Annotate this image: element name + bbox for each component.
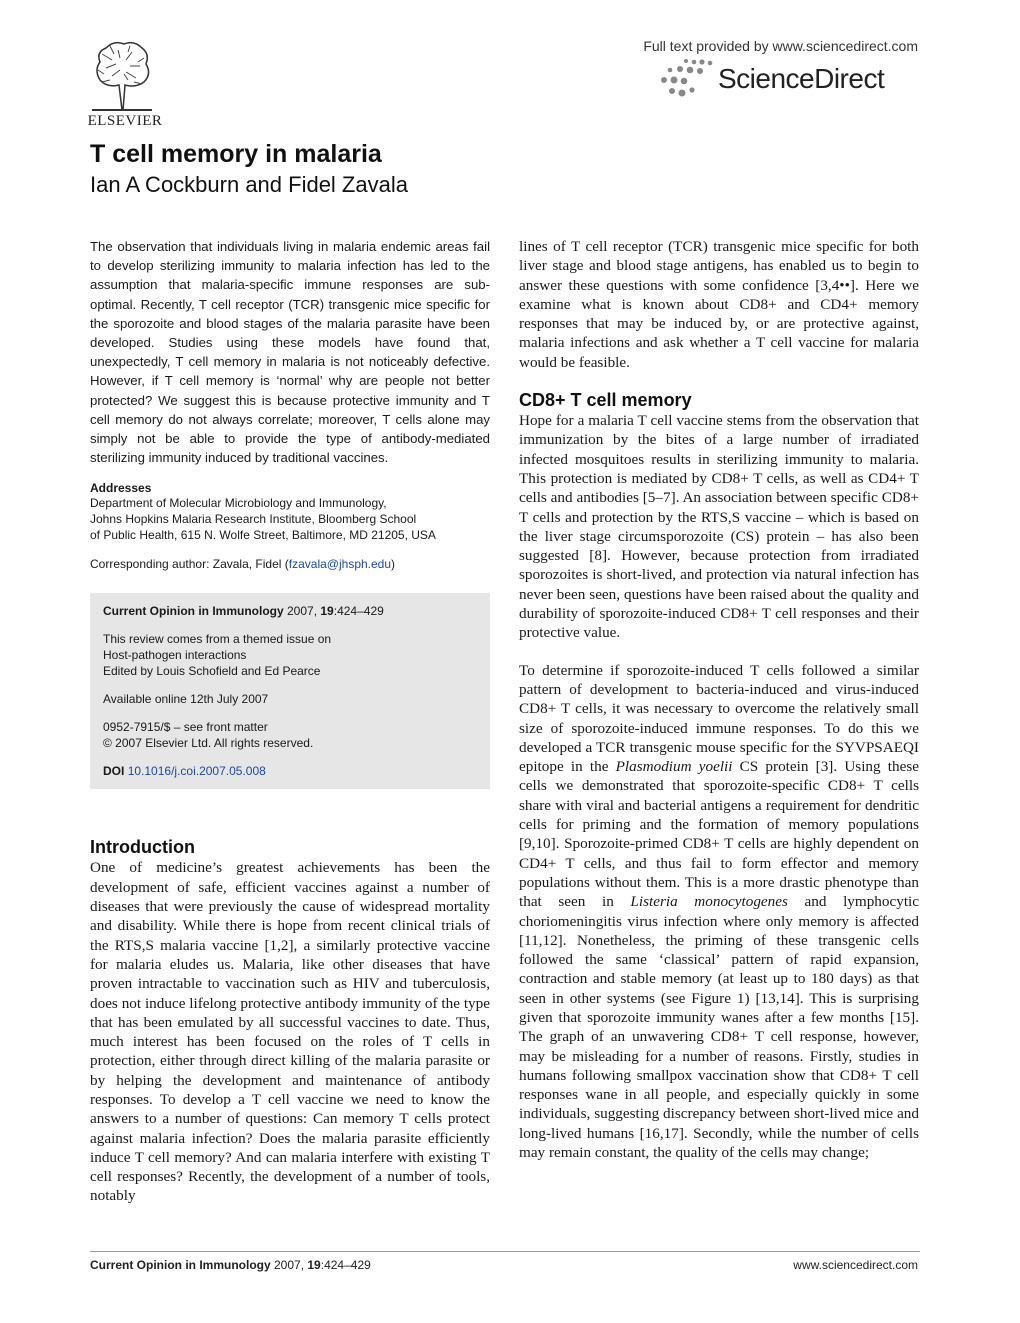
elsevier-tree-icon (92, 40, 152, 112)
introduction-continued: lines of T cell receptor (TCR) transgenic mice specific for both liver stage and blood stage antigens, has enabled us to begin to answer these questions with some confidence [3,4••]. Here we examine what is known about CD8+ and CD4+ memory responses that may be induced by, or are protective against, malaria infections and ask whether a T cell vaccine for malaria would be feasible. (519, 238, 919, 371)
cd8-paragraph-2: To determine if sporozoite-induced T cells followed a similar pattern of development to bacteria-induced and virus-induced CD8+ T cells, it was necessary to overcome the relatively small size of sporozoite-induced immune responses. To do this we developed a TCR transgenic mouse specific for the SYVPSAEQI epitope in the Plasmodium yoelii CS protein [3]. Using these cells we demonstrated that sporozoite-specific CD8+ T cells share with viral and bacterial antigens a requirement for dendritic cells for priming and the formation of memory populations [9,10]. Sporozoite-primed CD8+ T cells are highly dependent on CD4+ T cells, and thus fail to form effector and memory populations without them. This is a more drastic phenotype than that seen in Listeria monocytogenes and lymphocytic choriomeningitis virus infection where only memory is affected [11,12]. Nonetheless, the priming of these transgenic cells followed the same ‘classical’ pattern of rapid expansion, contraction and stable memory (at least up to 180 days) as that seen in other systems (see Figure 1) [13,14]. This is surprising given that sporozoite immunity wanes after a few months [15]. The graph of an unwavering CD8+ T cell response, however, may be misleading for a number of reasons. Firstly, studies in humans following smallpox vaccination show that CD8+ T cell responses wane in all people, and especially quickly in some individuals, suggesting discrepancy between short-lived mice and long-lived humans [16,17]. Secondly, while the number of cells may remain constant, the quality of the cells may change; (519, 661, 919, 1162)
left-column (90, 237, 490, 1206)
theme-line: Edited by Louis Schofield and Ed Pearce (103, 664, 321, 679)
footer-rule (90, 1251, 920, 1252)
address-line: Johns Hopkins Malaria Research Institute, Bloomberg School (90, 512, 417, 527)
sciencedirect-logo[interactable] (656, 58, 918, 102)
introduction-text: One of medicine’s greatest achievements has been the development of safe, efficient vaccines against a number of diseases that were previously the cause of widespread mortality and disability. While there is hope from recent clinical trials of the RTS,S malaria vaccine [1,2], a similarly protective vaccine for malaria eludes us. Malaria, like other diseases that have proven intractable to vaccination such as HIV and tuberculosis, does not induce lifelong protective antibody immunity of the type that has been emulated by all successful vaccines to date. Thus, much interest has been focused on the roles of T cells in protection, either through direct killing of the malaria parasite or by helping the development and maintenance of antibody responses. To develop a T cell vaccine we need to know the answers to a number of questions: Can memory T cells protect against malaria infection? Does the malaria parasite efficiently induce T cell memory? And can malaria interfere with existing T cell responses? Recently, the development of a number of tools, notably (90, 859, 490, 1205)
section-heading-cd8: CD8+ T cell memory (519, 390, 692, 411)
publisher-name: ELSEVIER (87, 113, 163, 129)
doi-line: DOI 10.1016/j.coi.2007.05.008 (103, 764, 266, 779)
article-title: T cell memory in malaria (90, 140, 382, 168)
doi-link[interactable]: 10.1016/j.coi.2007.05.008 (127, 764, 266, 779)
cd8-paragraph-1: Hope for a malaria T cell vaccine stems from the observation that immunization by the bites of a large number of irradiated infected mosquitoes results in sterilizing immunity to malaria. This protection is mediated by CD8+ T cells, as well as CD4+ T cells and antibodies [5–7]. An association between specific CD8+ T cells and protection by the RTS,S vaccine – which is based on the liver stage circumsporozoite (CS) protein – has also been suggested [8]. However, because protection from irradiated sporozoites is short-lived, and protection via natural infection has never been seen, questions have been raised about the quality and durability of sporozoite-induced CD8+ T cell responses and their protective value. (519, 412, 919, 642)
theme-line: This review comes from a themed issue on (103, 632, 332, 647)
issn-line: 0952-7915/$ – see front matter (103, 720, 268, 735)
section-heading-introduction: Introduction (90, 837, 195, 858)
theme-line: Host-pathogen interactions (103, 648, 247, 663)
citation: Current Opinion in Immunology 2007, 19:424–429 (103, 604, 384, 619)
email-link[interactable]: fzavala@jhsph.edu (288, 557, 392, 572)
footer-url[interactable]: www.sciencedirect.com (793, 1258, 918, 1272)
sciencedirect-dots-icon (656, 58, 718, 100)
fulltext-notice[interactable]: Full text provided by www.sciencedirect.com (643, 38, 918, 54)
addresses-heading: Addresses (90, 481, 152, 496)
footer-citation: Current Opinion in Immunology 2007, 19:424–429 (90, 1258, 371, 1272)
article-authors: Ian A Cockburn and Fidel Zavala (90, 172, 408, 197)
sciencedirect-wordmark: ScienceDirect (718, 63, 885, 94)
right-column (519, 237, 919, 1162)
elsevier-logo (80, 40, 170, 130)
abstract: The observation that individuals living in malaria endemic areas fail to develop sterilizing immunity to malaria infection has led to the assumption that malaria-specific immune responses are sub-optimal. Recently, T cell receptor (TCR) transgenic mice specific for the sporozoite and blood stages of the malaria parasite have been developed. Studies using these models have found that, unexpectedly, T cell memory in malaria is not noticeably defective. However, if T cell memory is ‘normal’ why are people not better protected? We suggest this is because protective immunity and T cell memory do not always correlate; moreover, T cells alone may simply not be able to provide the type of antibody-mediated sterilizing immunity induced by traditional vaccines. (90, 239, 490, 466)
address-line: of Public Health, 615 N. Wolfe Street, Baltimore, MD 21205, USA (90, 528, 436, 543)
available-online: Available online 12th July 2007 (103, 692, 269, 707)
article-info-box (90, 593, 490, 789)
corresponding-author: Corresponding author: Zavala, Fidel (fzavala@jhsph.edu) (90, 557, 396, 572)
copyright-line: © 2007 Elsevier Ltd. All rights reserved. (103, 736, 314, 751)
address-line: Department of Molecular Microbiology and Immunology, (90, 496, 387, 511)
